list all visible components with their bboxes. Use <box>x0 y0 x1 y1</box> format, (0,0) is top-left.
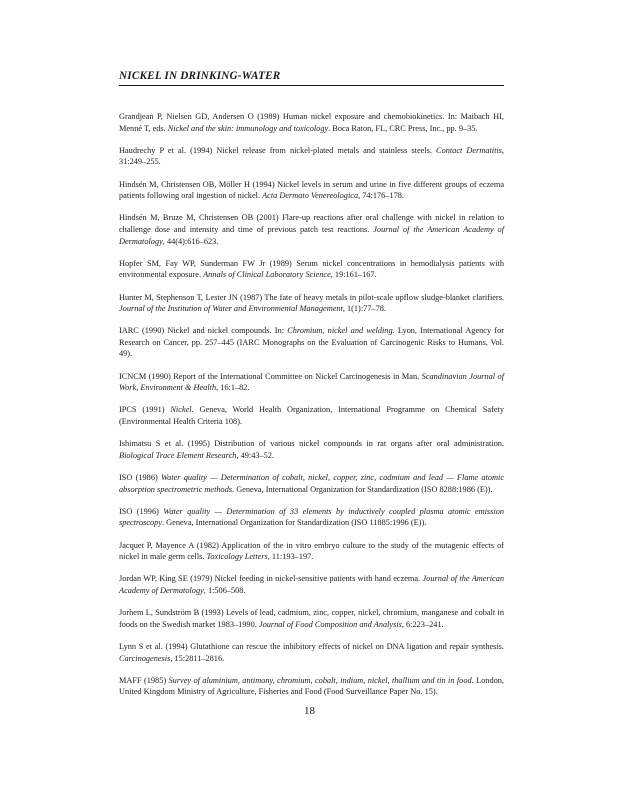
reference-text: Hindsén M, Christensen OB, Möller H (1994) Nickel levels in serum and urine in five different groups of eczema patients following oral ingestion of nickel. <box>119 179 504 201</box>
reference-entry <box>119 607 504 630</box>
reference-text: Grandjean P, Nielsen GD, Andersen O (1989) Human nickel exposure and chemobiokinetics. In: Maibach HI, Menné T, eds. <box>119 112 504 133</box>
reference-text: . Geneva, International Organization for Standardization (ISO 8288:1986 (E)). <box>232 484 493 494</box>
reference-entry <box>119 641 504 664</box>
reference-entry <box>119 179 504 202</box>
reference-text: . London, United Kingdom Ministry of Agriculture, Fisheries and Food (Food Surveillance Paper No. 15). <box>119 675 504 697</box>
reference-title: Chromium, nickel and welding <box>287 326 393 336</box>
reference-entry <box>119 325 504 360</box>
reference-text: IPCS (1991) <box>119 405 171 415</box>
reference-list <box>119 111 504 708</box>
reference-text: IARC (1990) Nickel and nickel compounds. In: <box>119 326 288 336</box>
reference-text: , 44(4):616–623. <box>162 236 219 246</box>
reference-text: , 31:249–255. <box>119 145 504 167</box>
reference-entry <box>119 111 504 134</box>
running-header <box>119 70 503 86</box>
header-rule <box>119 85 504 86</box>
reference-text: , 1(1):77–78. <box>342 304 386 314</box>
reference-title: Nickel and the skin: immunology and toxicology <box>167 123 329 133</box>
reference-text: , 49:43–52. <box>236 450 275 460</box>
reference-entry <box>119 438 504 461</box>
reference-text: ICNCM (1990) Report of the International Committee on Nickel Carcinogenesis in Man. <box>119 371 422 381</box>
reference-entry <box>119 212 504 247</box>
reference-title: Journal of Food Composition and Analysis <box>258 619 402 629</box>
reference-entry <box>119 573 504 596</box>
reference-title: Survey of aluminium, antimony, chromium, cobalt, indium, nickel, thallium and tin in food <box>168 675 472 685</box>
reference-text: Jorhem L, Sundström B (1993) Levels of lead, cadmium, zinc, copper, nickel, chromium, manganese and cobalt in foods on the Swedish market 1983–1990. <box>119 608 504 629</box>
reference-title: Toxicology Letters <box>206 552 268 562</box>
reference-text: . Lyon, International Agency for Research on Cancer, pp. 257–445 (IARC Monographs on the Evaluation of Carcinogenic Risks to Humans, Vol. 49). <box>119 326 504 359</box>
reference-title: Acta Dermato Venereologica <box>262 191 359 201</box>
reference-title: Annals of Clinical Laboratory Science <box>203 270 331 280</box>
reference-text: Jacquet P, Mayence A (1982) Application of the in vitro embryo culture to the study of the mutagenic effects of nickel in male germ cells. <box>119 540 504 562</box>
reference-text: , 6:223–241. <box>401 619 444 629</box>
reference-text: Jordan WP, King SE (1979) Nickel feeding in nickel-sensitive patients with hand eczema. <box>119 574 423 584</box>
reference-text: , 11:193–197. <box>267 552 314 562</box>
reference-entry <box>119 371 504 394</box>
reference-entry <box>119 540 504 563</box>
reference-title: Biological Trace Element Research <box>119 450 237 460</box>
reference-title: Water quality — Determination of cobalt, nickel, copper, zinc, cadmium and lead — Flame atomic absorption spectrometric methods <box>119 473 505 494</box>
reference-text: . Boca Raton, FL, CRC Press, Inc., pp. 9–35. <box>328 123 478 133</box>
reference-text: , 19:161–167. <box>330 270 377 280</box>
reference-entry <box>119 258 504 281</box>
running-header-title: NICKEL IN DRINKING-WATER <box>119 70 281 82</box>
reference-entry <box>119 472 504 495</box>
reference-text: Ishimatsu S et al. (1995) Distribution of various nickel compounds in rat organs after oral administration. <box>119 439 504 449</box>
reference-entry <box>119 506 504 529</box>
reference-text: , 15:2811–2816. <box>170 653 225 663</box>
reference-entry <box>119 675 504 698</box>
reference-title: Carcinogenesis <box>119 653 171 663</box>
reference-title: Journal of the American Academy of Dermatology <box>119 574 504 595</box>
reference-text: , 74:176–178. <box>358 191 404 201</box>
reference-text: Hopfer SM, Fay WP, Sunderman FW Jr (1989) Serum nickel concentrations in hemodialysis patients with environmental exposure. <box>119 258 504 280</box>
reference-text: ISO (1996) <box>119 506 164 516</box>
reference-title: Contact Dermatitis <box>436 145 502 155</box>
reference-text: ISO (1986) <box>119 473 162 482</box>
reference-text: Lynn S et al. (1994) Glutathione can rescue the inhibitory effects of nickel on DNA ligation and repair synthesis. <box>119 641 504 651</box>
reference-text: Hindsén M, Bruze M, Christensen OB (2001) Flare-up reactions after oral challenge with nickel in relation to challenge dose and intensity and time of previous patch test reactions. <box>119 213 504 234</box>
reference-title: Journal of the American Academy of Dermatology <box>119 224 504 246</box>
reference-title: Nickel <box>170 405 192 415</box>
reference-title: Journal of the Institution of Water and Environmental Management <box>119 304 343 314</box>
reference-title: Scandinavian Journal of Work, Environment & Health <box>119 371 504 393</box>
page-number: 18 <box>304 705 315 717</box>
reference-title: Water quality — Determination of 33 elements by inductively coupled plasma atomic emission spectroscopy <box>119 506 504 528</box>
reference-text: , 16:1–82. <box>216 383 250 393</box>
reference-text: MAFF (1985) <box>119 675 169 685</box>
reference-entry <box>119 404 504 427</box>
reference-entry <box>119 145 504 168</box>
reference-text: Hunter M, Stephenson T, Lester JN (1987) The fate of heavy metals in pilot-scale upflow sludge-blanket clarifiers. <box>119 292 504 302</box>
reference-text: . Geneva, International Organization for Standardization (ISO 11885:1996 (E)). <box>162 518 427 528</box>
reference-text: Haudrechy P et al. (1994) Nickel release from nickel-plated metals and stainless steels. <box>119 145 437 155</box>
reference-text: . Geneva, World Health Organization, International Programme on Chemical Safety (Environmental Health Criteria 108). <box>119 405 504 427</box>
reference-entry <box>119 292 504 315</box>
reference-text: , 1:506–508. <box>203 585 246 595</box>
